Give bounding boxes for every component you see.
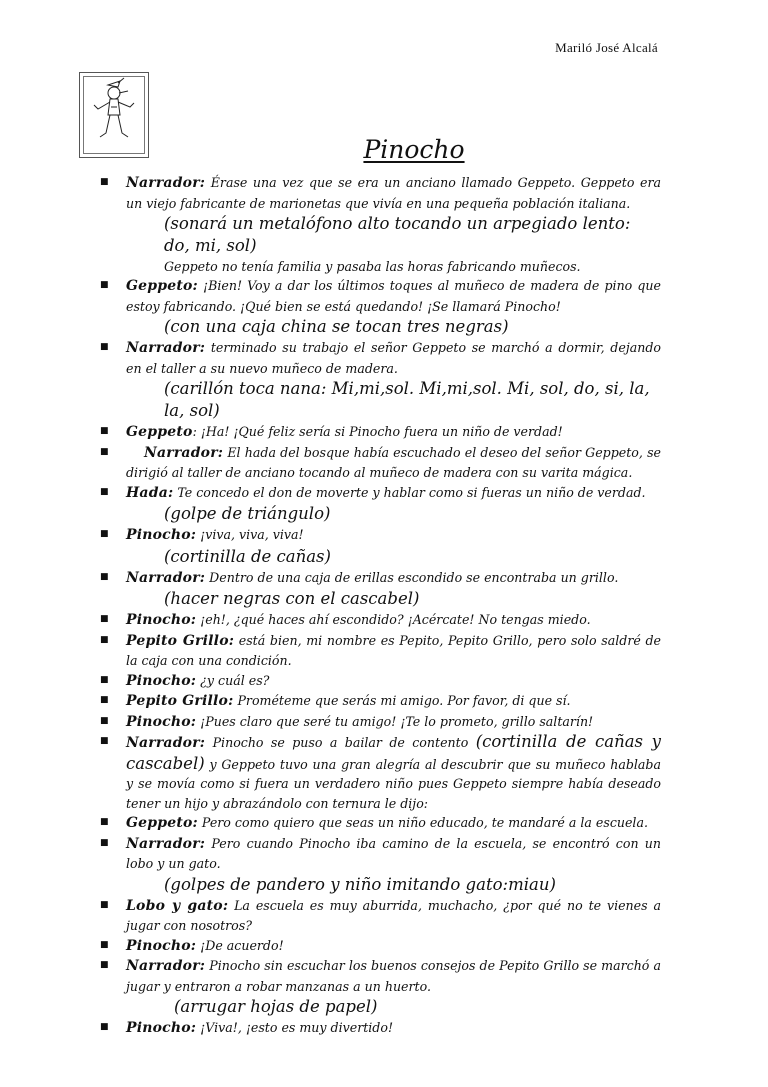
speaker-name: Geppeto — [126, 424, 193, 440]
dialogue-text: ¡eh!, ¿qué haces ahí escondido? ¡Acércate! No tengas miedo. — [196, 612, 591, 627]
bullet-icon: ■ — [100, 695, 109, 705]
speaker-name: Narrador: — [126, 735, 206, 751]
dialogue-text: Érase una vez que se era un anciano llamado Geppeto. Geppeto era un viejo fabricante de marionetas que vivía en una pequeña población italiana. — [126, 175, 661, 211]
bullet-icon: ■ — [100, 426, 109, 436]
dialogue-line — [96, 956, 661, 996]
bullet-icon: ■ — [100, 634, 109, 645]
bullet-icon: ■ — [100, 674, 109, 685]
dialogue-line — [96, 631, 661, 671]
bullet-icon: ■ — [100, 446, 109, 457]
script-body — [96, 173, 661, 1039]
dialogue-line — [96, 422, 661, 443]
bullet-icon: ■ — [100, 342, 109, 352]
speaker-name: Narrador: — [126, 835, 206, 852]
bullet-icon: ■ — [100, 529, 109, 539]
sound-direction: (cortinilla de cañas) — [164, 546, 331, 566]
speaker-name: Pinocho: — [126, 937, 197, 954]
sound-direction: (golpes de pandero y niño imitando gato:miau) — [164, 874, 556, 894]
dialogue-text: ¡De acuerdo! — [196, 937, 284, 953]
sound-direction: (sonará un metalófono alto tocando un arpegiado lento: do, mi, sol) — [164, 214, 631, 255]
speaker-name: Narrador: — [126, 569, 206, 586]
dialogue-text-continued: y Geppeto tuvo una gran alegría al descubrir que su muñeco hablaba y se movía como si fuera un verdadero niño pues Geppeto siempre había deseado tener un hijo y abrazándolo con ternura le dijo: — [126, 756, 661, 811]
dialogue-text: : ¡Ha! ¡Qué feliz sería si Pinocho fuera un niño de verdad! — [192, 424, 563, 439]
dialogue-line — [96, 483, 661, 504]
dialogue-line — [96, 936, 661, 957]
speaker-name: Narrador: — [126, 340, 206, 356]
bullet-icon: ■ — [100, 715, 109, 726]
speaker-name: Geppeto: — [126, 815, 198, 831]
sound-direction: (golpe de triángulo) — [164, 504, 331, 523]
dialogue-text: está bien, mi nombre es Pepito, Pepito Grillo, pero solo saldré de la caja con una condición. — [126, 632, 661, 668]
speaker-name: Narrador: — [126, 175, 206, 191]
bullet-icon: ■ — [100, 817, 109, 827]
dialogue-text: Pero como quiero que seas un niño educado, te mandaré a la escuela. — [197, 815, 648, 830]
dialogue-line — [96, 610, 661, 631]
sound-direction: (hacer negras con el cascabel) — [164, 589, 420, 608]
dialogue-text: Te concedo el don de moverte y hablar como si fueras un niño de verdad. — [173, 484, 646, 500]
dialogue-line — [96, 1018, 661, 1039]
dialogue-text: Pero cuando Pinocho iba camino de la escuela, se encontró con un lobo y un gato. — [126, 835, 661, 871]
dialogue-text: ¡Pues claro que seré tu amigo! ¡Te lo prometo, grillo saltarín! — [196, 713, 594, 729]
dialogue-text: ¡viva, viva, viva! — [196, 527, 304, 542]
dialogue-line — [96, 173, 661, 213]
bullet-icon: ■ — [100, 571, 109, 582]
speaker-name: Narrador: — [126, 958, 206, 974]
bullet-icon: ■ — [100, 939, 109, 950]
dialogue-line — [96, 813, 661, 834]
dialogue-line — [96, 525, 661, 546]
speaker-name: Pinocho: — [126, 1020, 197, 1036]
narration-note: Geppeto no tenía familia y pasaba las horas fabricando muñecos. — [164, 259, 581, 274]
inline-sound-direction: (cortinilla de cañas y cascabel) — [126, 732, 661, 773]
dialogue-line — [96, 732, 661, 813]
dialogue-text: Pinocho sin escuchar los buenos consejos de Pepito Grillo se marchó a jugar y entraron a robar manzanas a un huerto. — [126, 958, 661, 994]
speaker-name: Pinocho: — [126, 713, 197, 730]
sound-direction: (con una caja china se tocan tres negras) — [164, 317, 509, 336]
dialogue-line — [96, 338, 661, 378]
sound-direction: (carillón toca nana: Mi,mi,sol. Mi,mi,sol. Mi, sol, do, si, la, la, sol) — [164, 379, 650, 420]
dialogue-line — [96, 443, 661, 483]
dialogue-line — [96, 834, 661, 874]
speaker-name: Pinocho: — [126, 672, 197, 689]
bullet-icon: ■ — [100, 486, 109, 497]
bullet-icon: ■ — [100, 177, 109, 187]
speaker-name: Pepito Grillo: — [126, 693, 234, 709]
page-title: Pinocho — [363, 135, 465, 164]
dialogue-text: ¿y cuál es? — [196, 672, 270, 688]
bullet-icon: ■ — [100, 280, 109, 290]
speaker-name: Lobo y gato: — [126, 897, 229, 914]
speaker-name: Hada: — [126, 484, 174, 501]
author-name: Mariló José Alcalá — [555, 40, 658, 55]
dialogue-line — [96, 896, 661, 936]
dialogue-text: Prométeme que serás mi amigo. Por favor, di que sí. — [233, 693, 571, 708]
speaker-name: Pinocho: — [126, 527, 197, 543]
dialogue-text: ¡Viva!, ¡esto es muy divertido! — [196, 1020, 394, 1035]
speaker-name: Pinocho: — [126, 612, 197, 628]
bullet-icon: ■ — [100, 899, 109, 910]
dialogue-line — [96, 691, 661, 712]
dialogue-text: Pinocho se puso a bailar de contento — [205, 735, 476, 750]
speaker-name: Narrador: — [144, 444, 224, 461]
dialogue-text: ¡Bien! Voy a dar los últimos toques al muñeco de madera de pino que estoy fabricando. ¡Qué bien se está quedando! ¡Se llamará Pinocho! — [126, 278, 661, 314]
speaker-name: Geppeto: — [126, 278, 198, 294]
bullet-icon: ■ — [100, 837, 109, 848]
bullet-icon: ■ — [100, 960, 109, 970]
dialogue-text: La escuela es muy aburrida, muchacho, ¿por qué no te vienes a jugar con nosotros? — [126, 897, 661, 933]
speaker-name: Pepito Grillo: — [126, 632, 235, 649]
dialogue-text: terminado su trabajo el señor Geppeto se marchó a dormir, dejando en el taller a su nuevo muñeco de madera. — [126, 340, 661, 376]
dialogue-text: Dentro de una caja de erillas escondido se encontraba un grillo. — [205, 569, 619, 585]
sound-direction: (arrugar hojas de papel) — [174, 997, 378, 1016]
dialogue-text: El hada del bosque había escuchado el deseo del señor Geppeto, se dirigió al taller de anciano tocando al muñeco de madera con su varita mágica. — [126, 444, 661, 480]
bullet-icon: ■ — [100, 1022, 109, 1032]
dialogue-line — [96, 568, 661, 589]
dialogue-line — [96, 712, 661, 733]
bullet-icon: ■ — [100, 736, 109, 746]
dialogue-line — [96, 276, 661, 316]
bullet-icon: ■ — [100, 614, 109, 624]
dialogue-line — [96, 671, 661, 692]
